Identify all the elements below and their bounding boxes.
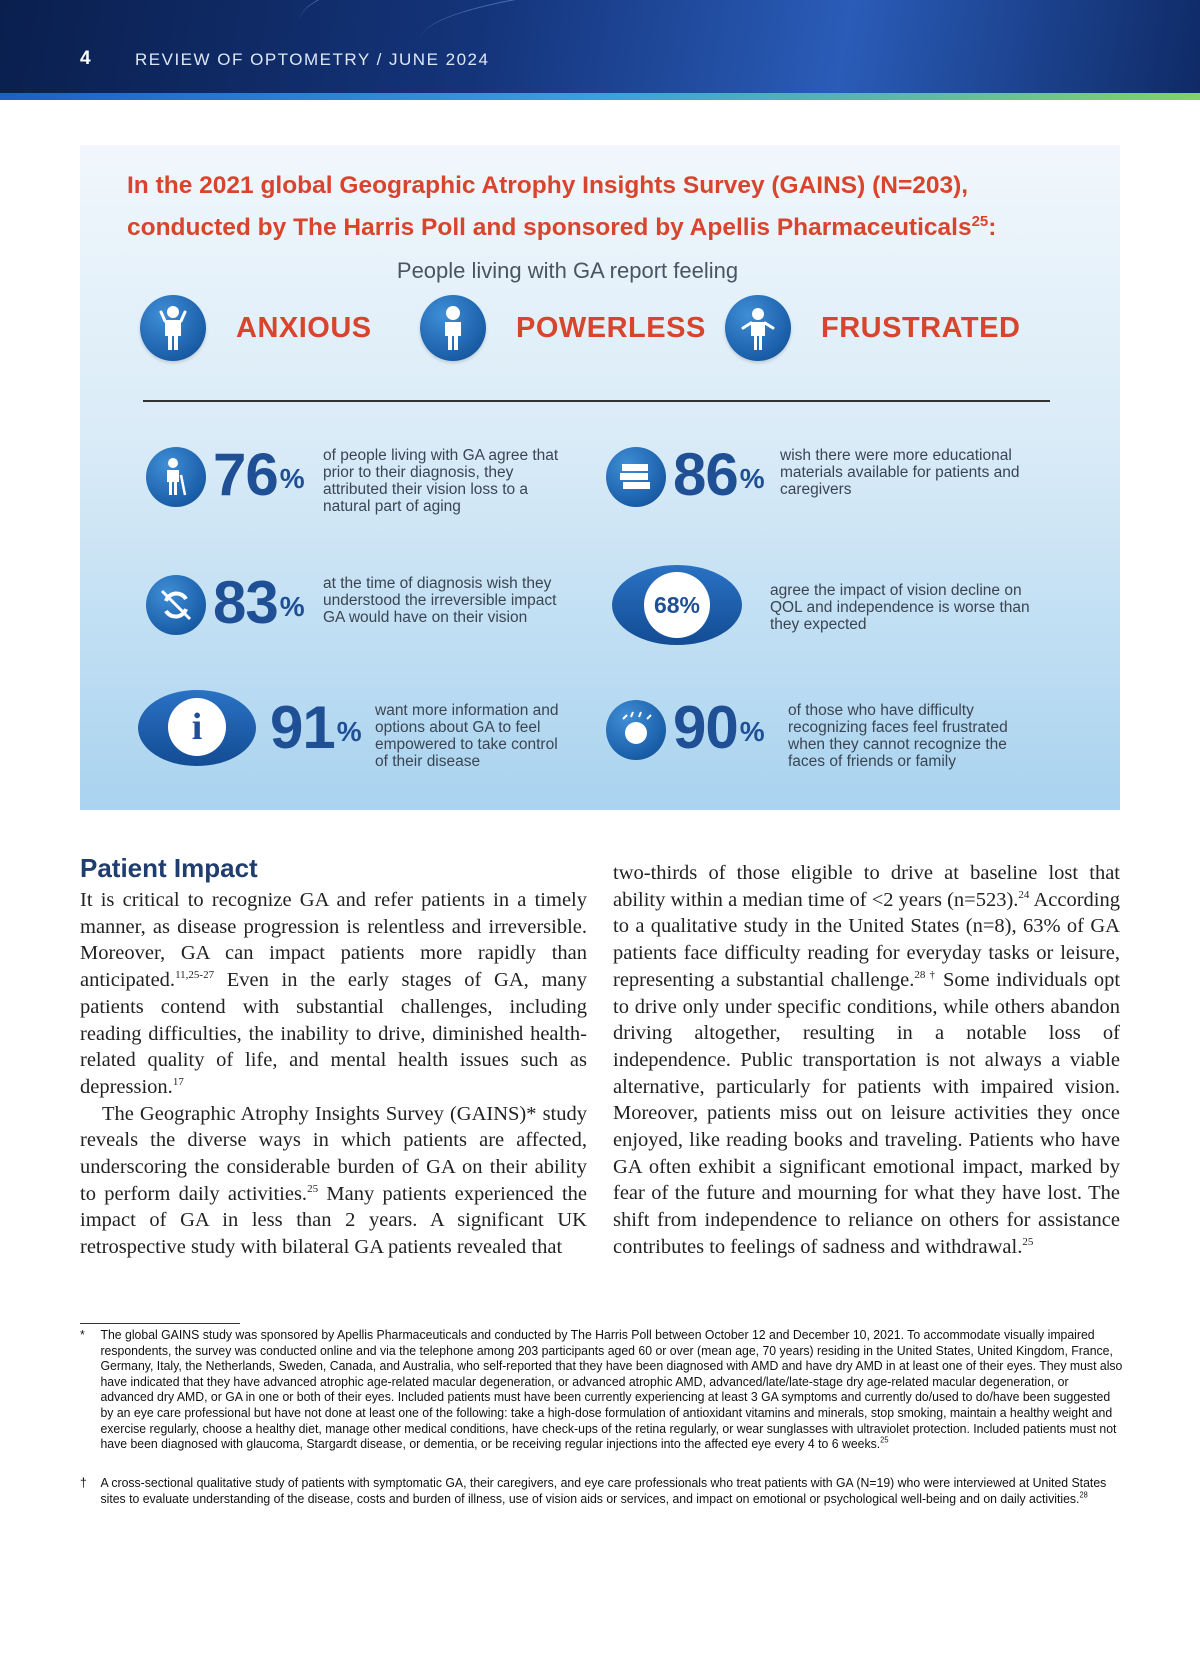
page-header: [0, 0, 1200, 100]
stat-value: 83%: [213, 569, 304, 636]
section-title: Patient Impact: [80, 853, 258, 883]
stat-value: 90%: [673, 694, 764, 761]
info-glyph: i: [168, 698, 226, 756]
header-wave: [420, 0, 1200, 100]
powerless-person-icon: [420, 295, 486, 361]
stat-description: wish there were more educational materials available for patients and caregivers: [780, 447, 1020, 498]
stat-description: of those who have difficulty recognizing faces feel frustrated when they cannot recognize the faces of friends or family: [788, 702, 1008, 770]
anxious-person-icon: [140, 295, 206, 361]
footnote-mark: *: [80, 1327, 85, 1342]
footnote-mark: †: [80, 1475, 87, 1490]
stat-description: want more information and options about GA to feel empowered to take control of their disease: [375, 702, 559, 770]
infographic-subtitle: People living with GA report feeling: [396, 258, 739, 283]
stat-description: at the time of diagnosis wish they understood the irreversible impact GA would have on their vision: [323, 575, 557, 626]
stat-description: agree the impact of vision decline on QOL and independence is worse than they expected: [770, 582, 1030, 633]
header-stripe: [0, 93, 1200, 100]
paragraph: It is critical to recognize GA and refer patients in a timely manner, as disease progression is relentless and irreversible. Moreover, GA can impact patients more rapidly than anticipated.$^{11,25-27}$ Even in the early stages of GA, many patients contend with substantial challenges, including reading difficulties, the inability to drive, diminished health-related quality of life, and mental health issues such as depression.$^{17}$: [80, 889, 587, 1098]
eye-stat-value: 68%: [644, 572, 710, 638]
paragraph: two-thirds of those eligible to drive at baseline lost that ability within a median time of <2 years (n=523).$^{24}$ According to a qualitative study in the United States (n=8), 63% of GA patients face difficulty reading for everyday tasks or leisure, representing a substantial challenge.$^{28 \dagger}$ Some individuals opt to drive only under specific conditions, while others abandon driving altogether, resulting in a notable loss of independence. Public transportation is not always a viable alternative, particularly for patients with impaired vision. Moreover, patients miss out on leisure activities they once enjoyed, like reading books and traveling. Patients who have GA often exhibit a significant emotional impact, marked by fear of the future and mourning for what they have lost. The shift from independence to reliance on others for assistance contributes to feelings of sadness and withdrawal.$^{25}$: [613, 862, 1121, 1258]
frustrated-person-icon: [725, 295, 791, 361]
books-icon: [606, 447, 666, 507]
elderly-person-cane-icon: [146, 447, 206, 507]
stat-value: 91%: [270, 694, 361, 761]
feeling-frustrated: [725, 295, 1020, 361]
feeling-label: POWERLESS: [516, 311, 706, 344]
feeling-powerless: [420, 295, 706, 361]
paragraph: The Geographic Atrophy Insights Survey (GAINS)* study reveals the diverse ways in which patients are affected, underscoring the considerable burden of GA on their ability to perform daily activities.$^{25}$ Many patients experienced the impact of GA in less than 2 years. A significant UK retrospective study with bilateral GA patients revealed that: [80, 1102, 587, 1259]
frustrated-face-icon: [606, 700, 666, 760]
stat-description: of people living with GA agree that prior to their diagnosis, they attributed their vision loss to a natural part of aging: [323, 447, 559, 515]
infographic-title: In the 2021 global Geographic Atrophy Insights Survey (GAINS) (N=203), conducted by The Harris Poll and sponsored by Apellis Pharmaceuticals$^{25}$:: [127, 172, 997, 242]
article-column-left: [80, 887, 587, 1261]
footnote-asterisk: * The global GAINS study was sponsored by Apellis Pharmaceuticals and conducted by The Harris Poll between October 12 and December 10, 2021. To accommodate visually impaired respondents, the survey was conducted online and via the telephone among 203 participants aged 60 or over (mean age, 70 years) residing in the United States, United Kingdom, France, Germany, Italy, the Netherlands, Sweden, Canada, and Australia, who self-reported that they have been diagnosed with AMD and have dry AMD in at least one of their eyes. They must also have indicated that they have advanced atrophic age-related macular degeneration, or advanced atrophic AMD, advanced/late/late-stage dry age-related macular degeneration, or advanced dry AMD, or GA in one or both of their eyes. Included patients must have been currently experiencing at least 3 GA symptoms and currently do/used to do/have been suggested by an eye care professional but have not done at least one of the following: take a high-dose formulation of antioxidant vitamins and minerals, stop smoking, maintain a healthy weight and exercise regularly, choose a healthy diet, manage other medical conditions, have check-ups of the retina regularly, or wear sunglasses with ultraviolet protection. Included patients must not have been diagnosed with glaucoma, Stargardt disease, or dementia, or be receiving regular injections into the affected eye every 4 to 6 weeks.$^{25}$: [80, 1327, 1123, 1452]
stat-value: 86%: [673, 441, 764, 508]
feeling-anxious: [140, 295, 372, 361]
page-number: 4: [80, 48, 92, 69]
footnote-dagger: † A cross-sectional qualitative study of patients with symptomatic GA, their caregivers, and eye care professionals who treat patients with GA (N=19) who were interviewed at United States sites to evaluate understanding of the disease, costs and burden of illness, use of vision aids or services, and impact on emotional or psychological well-being and on daily activities.$^{28}$: [80, 1475, 1107, 1506]
footnote-rule: [80, 1323, 240, 1324]
infographic-divider: [143, 400, 1050, 402]
feeling-label: FRUSTRATED: [821, 311, 1021, 344]
gains-infographic: [80, 145, 1120, 810]
article-column-right: [613, 860, 1120, 1261]
stat-value: 76%: [213, 441, 304, 508]
irreversible-arrows-icon: [146, 575, 206, 635]
publication-title: REVIEW OF OPTOMETRY / JUNE 2024: [135, 50, 490, 69]
feeling-label: ANXIOUS: [236, 311, 372, 344]
